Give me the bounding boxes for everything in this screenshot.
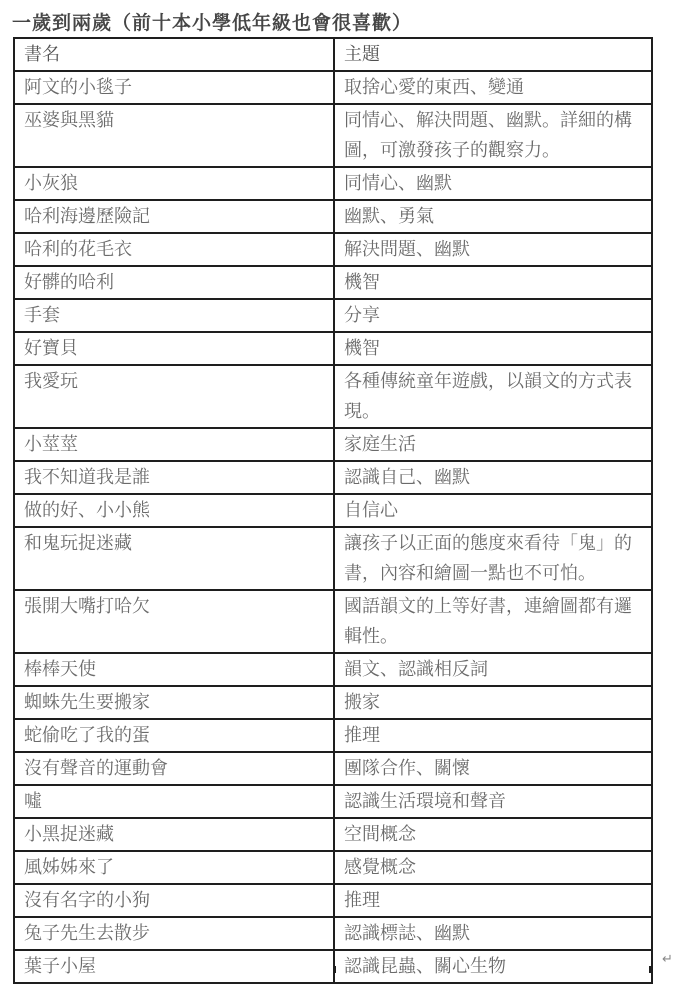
- book-name-cell: 手套: [14, 299, 334, 332]
- table-row: [14, 527, 652, 590]
- theme-cell: 同情心、幽默: [334, 167, 652, 200]
- theme-cell: 感覺概念: [334, 851, 652, 884]
- table-row: [14, 71, 652, 104]
- theme-cell: 幽默、勇氣: [334, 200, 652, 233]
- theme-cell: 自信心: [334, 494, 652, 527]
- table-row: [14, 719, 652, 752]
- book-name-cell: 葉子小屋: [14, 950, 334, 983]
- book-name-cell: 蛇偷吃了我的蛋: [14, 719, 334, 752]
- book-table: [13, 37, 653, 984]
- book-name-cell: 巫婆與黑貓: [14, 104, 334, 167]
- paragraph-mark-icon: ↵: [662, 952, 673, 967]
- table-row: [14, 104, 652, 167]
- table-row: [14, 752, 652, 785]
- book-name-cell: 棒棒天使: [14, 653, 334, 686]
- theme-cell: 各種傳統童年遊戲，以韻文的方式表現。: [334, 365, 652, 428]
- book-name-cell: 好寶貝: [14, 332, 334, 365]
- book-name-cell: 阿文的小毯子: [14, 71, 334, 104]
- table-row: [14, 299, 652, 332]
- theme-cell: 認識昆蟲、關心生物: [334, 950, 652, 983]
- theme-cell: 機智: [334, 332, 652, 365]
- book-name-cell: 哈利的花毛衣: [14, 233, 334, 266]
- book-name-cell: 風姊姊來了: [14, 851, 334, 884]
- table-row: [14, 200, 652, 233]
- theme-cell: 分享: [334, 299, 652, 332]
- theme-cell: 認識標誌、幽默: [334, 917, 652, 950]
- theme-cell: 國語韻文的上等好書，連繪圖都有邏輯性。: [334, 590, 652, 653]
- theme-cell: 推理: [334, 884, 652, 917]
- book-name-cell: 噓: [14, 785, 334, 818]
- book-name-cell: 小黑捉迷藏: [14, 818, 334, 851]
- theme-cell: 韻文、認識相反詞: [334, 653, 652, 686]
- table-row: [14, 494, 652, 527]
- theme-cell: 團隊合作、關懷: [334, 752, 652, 785]
- book-name-cell: 蜘蛛先生要搬家: [14, 686, 334, 719]
- book-name-cell: 好髒的哈利: [14, 266, 334, 299]
- book-name-cell: 小莖莖: [14, 428, 334, 461]
- theme-cell: 解決問題、幽默: [334, 233, 652, 266]
- table-row: [14, 167, 652, 200]
- table-continuation: [13, 966, 651, 973]
- table-row: [14, 851, 652, 884]
- theme-cell: 取捨心愛的東西、變通: [334, 71, 652, 104]
- table-row: [14, 233, 652, 266]
- table-row: [14, 266, 652, 299]
- book-name-cell: 和鬼玩捉迷藏: [14, 527, 334, 590]
- theme-cell: 空間概念: [334, 818, 652, 851]
- theme-cell: 認識生活環境和聲音: [334, 785, 652, 818]
- table-row: [14, 917, 652, 950]
- table-row: [14, 365, 652, 428]
- table-row: [14, 818, 652, 851]
- theme-cell: 讓孩子以正面的態度來看待「鬼」的書，內容和繪圖一點也不可怕。: [334, 527, 652, 590]
- book-name-cell: 做的好、小小熊: [14, 494, 334, 527]
- book-name-cell: 兔子先生去散步: [14, 917, 334, 950]
- header-book-name: 書名: [14, 38, 334, 71]
- book-name-cell: 沒有名字的小狗: [14, 884, 334, 917]
- table-row: [14, 884, 652, 917]
- table-row: [14, 461, 652, 494]
- table-header-row: [14, 38, 652, 71]
- theme-cell: 搬家: [334, 686, 652, 719]
- theme-cell: 認識自己、幽默: [334, 461, 652, 494]
- book-name-cell: 沒有聲音的運動會: [14, 752, 334, 785]
- theme-cell: 機智: [334, 266, 652, 299]
- header-theme: 主題: [334, 38, 652, 71]
- theme-cell: 同情心、解決問題、幽默。詳細的構圖，可激發孩子的觀察力。: [334, 104, 652, 167]
- table-row: [14, 653, 652, 686]
- table-row: [14, 686, 652, 719]
- table-row: [14, 332, 652, 365]
- section-title: 一歲到兩歲（前十本小學低年級也會很喜歡）: [12, 12, 413, 34]
- theme-cell: 推理: [334, 719, 652, 752]
- book-name-cell: 哈利海邊歷險記: [14, 200, 334, 233]
- table-row: [14, 590, 652, 653]
- table-row: [14, 785, 652, 818]
- book-name-cell: 張開大嘴打哈欠: [14, 590, 334, 653]
- theme-cell: 家庭生活: [334, 428, 652, 461]
- table-row: [14, 428, 652, 461]
- book-name-cell: 我愛玩: [14, 365, 334, 428]
- book-name-cell: 小灰狼: [14, 167, 334, 200]
- book-name-cell: 我不知道我是誰: [14, 461, 334, 494]
